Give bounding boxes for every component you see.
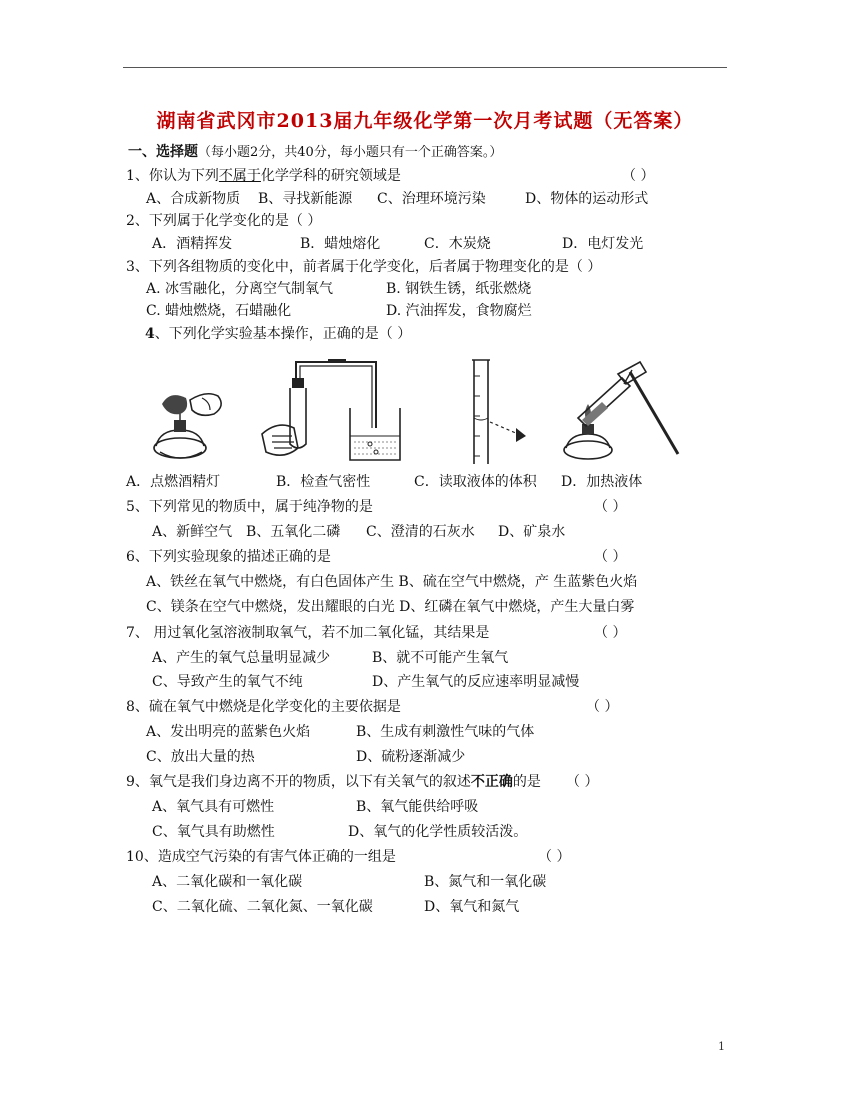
q6-options-line1: A、铁丝在氧气中燃烧，有白色固体产生 B、硫在空气中燃烧，产 生蓝紫色火焰 (146, 574, 638, 590)
figure-d-heating-liquid (558, 358, 688, 468)
section-label: 一、选择题 (128, 144, 198, 160)
q5-option-d: D、矿泉水 (498, 524, 566, 540)
q9-stem-pre: 9、氧气是我们身边离不开的物质，以下有关氧气的叙述 (126, 774, 471, 790)
q3-option-a: A. 冰雪融化，分离空气制氧气 (146, 281, 334, 297)
q9-option-d: D、氧气的化学性质较活泼。 (348, 824, 528, 840)
q7-option-d: D、产生氧气的反应速率明显减慢 (372, 674, 580, 690)
question-7: 7、 用过氧化氢溶液制取氧气，若不加二氧化锰，其结果是 (126, 625, 490, 641)
q8-answer-bracket[interactable]: （ ） (586, 699, 619, 715)
q6-options-line2: C、镁条在空气中燃烧，发出耀眼的白光 D、红磷在氧气中燃烧，产生大量白雾 (146, 599, 635, 615)
q2-option-b: B．蜡烛熔化 (300, 236, 381, 252)
q5-option-c: C、澄清的石灰水 (366, 524, 475, 540)
q4-option-a: A．点燃酒精灯 (126, 474, 221, 490)
q5-answer-bracket[interactable]: （ ） (594, 499, 627, 515)
q8-option-b: B、生成有刺激性气味的气体 (356, 724, 535, 740)
question-9 (126, 771, 541, 791)
q4-number: 4 (145, 326, 155, 342)
q4-option-b: B．检查气密性 (276, 474, 371, 490)
q4-option-d: D．加热液体 (561, 474, 643, 490)
q3-option-c: C. 蜡烛燃烧，石蜡融化 (146, 303, 292, 319)
figure-a-lighting-alcohol-lamp (140, 380, 250, 470)
q1-stem-pre: 1、你认为下列 (126, 168, 219, 184)
question-1 (126, 165, 401, 185)
q10-option-c: C、二氧化硫、二氧化氮、一氧化碳 (152, 899, 373, 915)
q1-answer-bracket[interactable]: （ ） (622, 168, 655, 184)
q10-option-b: B、氮气和一氧化碳 (424, 874, 547, 890)
q6-answer-bracket[interactable]: （ ） (594, 549, 627, 565)
q7-option-b: B、就不可能产生氧气 (372, 650, 509, 666)
question-5: 5、下列常见的物质中，属于纯净物的是 (126, 499, 373, 515)
q4-option-c: C．读取液体的体积 (414, 474, 537, 490)
question-6: 6、下列实验现象的描述正确的是 (126, 549, 331, 565)
q3-option-b: B. 钢铁生锈，纸张燃烧 (386, 281, 532, 297)
q9-option-c: C、氧气具有助燃性 (152, 824, 275, 840)
q7-option-a: A、产生的氧气总量明显减少 (152, 650, 331, 666)
figure-c-reading-liquid-volume (460, 356, 540, 468)
q4-stem: 、下列化学实验基本操作，正确的是（ ） (154, 326, 412, 342)
q9-option-a: A、氧气具有可燃性 (152, 799, 275, 815)
q10-option-a: A、二氧化碳和一氧化碳 (152, 874, 303, 890)
question-2: 2、下列属于化学变化的是（ ） (126, 213, 322, 229)
q7-option-c: C、导致产生的氧气不纯 (152, 674, 303, 690)
q2-option-d: D．电灯发光 (562, 236, 644, 252)
q1-option-b: B、寻找新能源 (258, 191, 353, 207)
q8-option-d: D、硫粉逐渐减少 (356, 749, 466, 765)
q2-option-c: C．木炭烧 (424, 236, 491, 252)
q9-option-b: B、氧气能供给呼吸 (356, 799, 479, 815)
section-header (128, 141, 502, 161)
question-4 (145, 323, 411, 343)
q2-option-a: A．酒精挥发 (152, 236, 233, 252)
q7-answer-bracket[interactable]: （ ） (594, 625, 627, 641)
q3-option-d: D. 汽油挥发，食物腐烂 (386, 303, 532, 319)
q5-option-a: A、新鲜空气 (152, 524, 233, 540)
q1-option-a: A、合成新物质 (146, 191, 241, 207)
section-note: （每小题2分，共40分，每小题只有一个正确答案。） (198, 145, 503, 160)
q8-option-c: C、放出大量的热 (146, 749, 255, 765)
header-rule (123, 67, 727, 68)
page-title: 湖南省武冈市2013届九年级化学第一次月考试题（无答案） (156, 110, 694, 132)
q1-option-c: C、治理环境污染 (377, 191, 486, 207)
q9-stem-emph: 不正确 (470, 774, 513, 790)
question-10: 10、造成空气污染的有害气体正确的一组是 (126, 849, 396, 865)
q8-option-a: A、发出明亮的蓝紫色火焰 (146, 724, 311, 740)
q1-stem-post: 化学学科的研究领域是 (260, 168, 401, 184)
q10-answer-bracket[interactable]: （ ） (538, 849, 571, 865)
q9-stem-post: 的是 (512, 774, 541, 790)
q1-stem-emph: 不属于 (218, 168, 261, 184)
q10-option-d: D、氧气和氮气 (424, 899, 520, 915)
q9-answer-bracket[interactable]: （ ） (566, 774, 599, 790)
question-3: 3、下列各组物质的变化中，前者属于化学变化，后者属于物理变化的是（ ） (126, 259, 602, 275)
figure-b-airtightness-check (258, 356, 408, 468)
q1-option-d: D、物体的运动形式 (525, 191, 649, 207)
page-number: 1 (718, 1040, 725, 1053)
question-8: 8、硫在氧气中燃烧是化学变化的主要依据是 (126, 699, 401, 715)
q5-option-b: B、五氧化二磷 (246, 524, 341, 540)
